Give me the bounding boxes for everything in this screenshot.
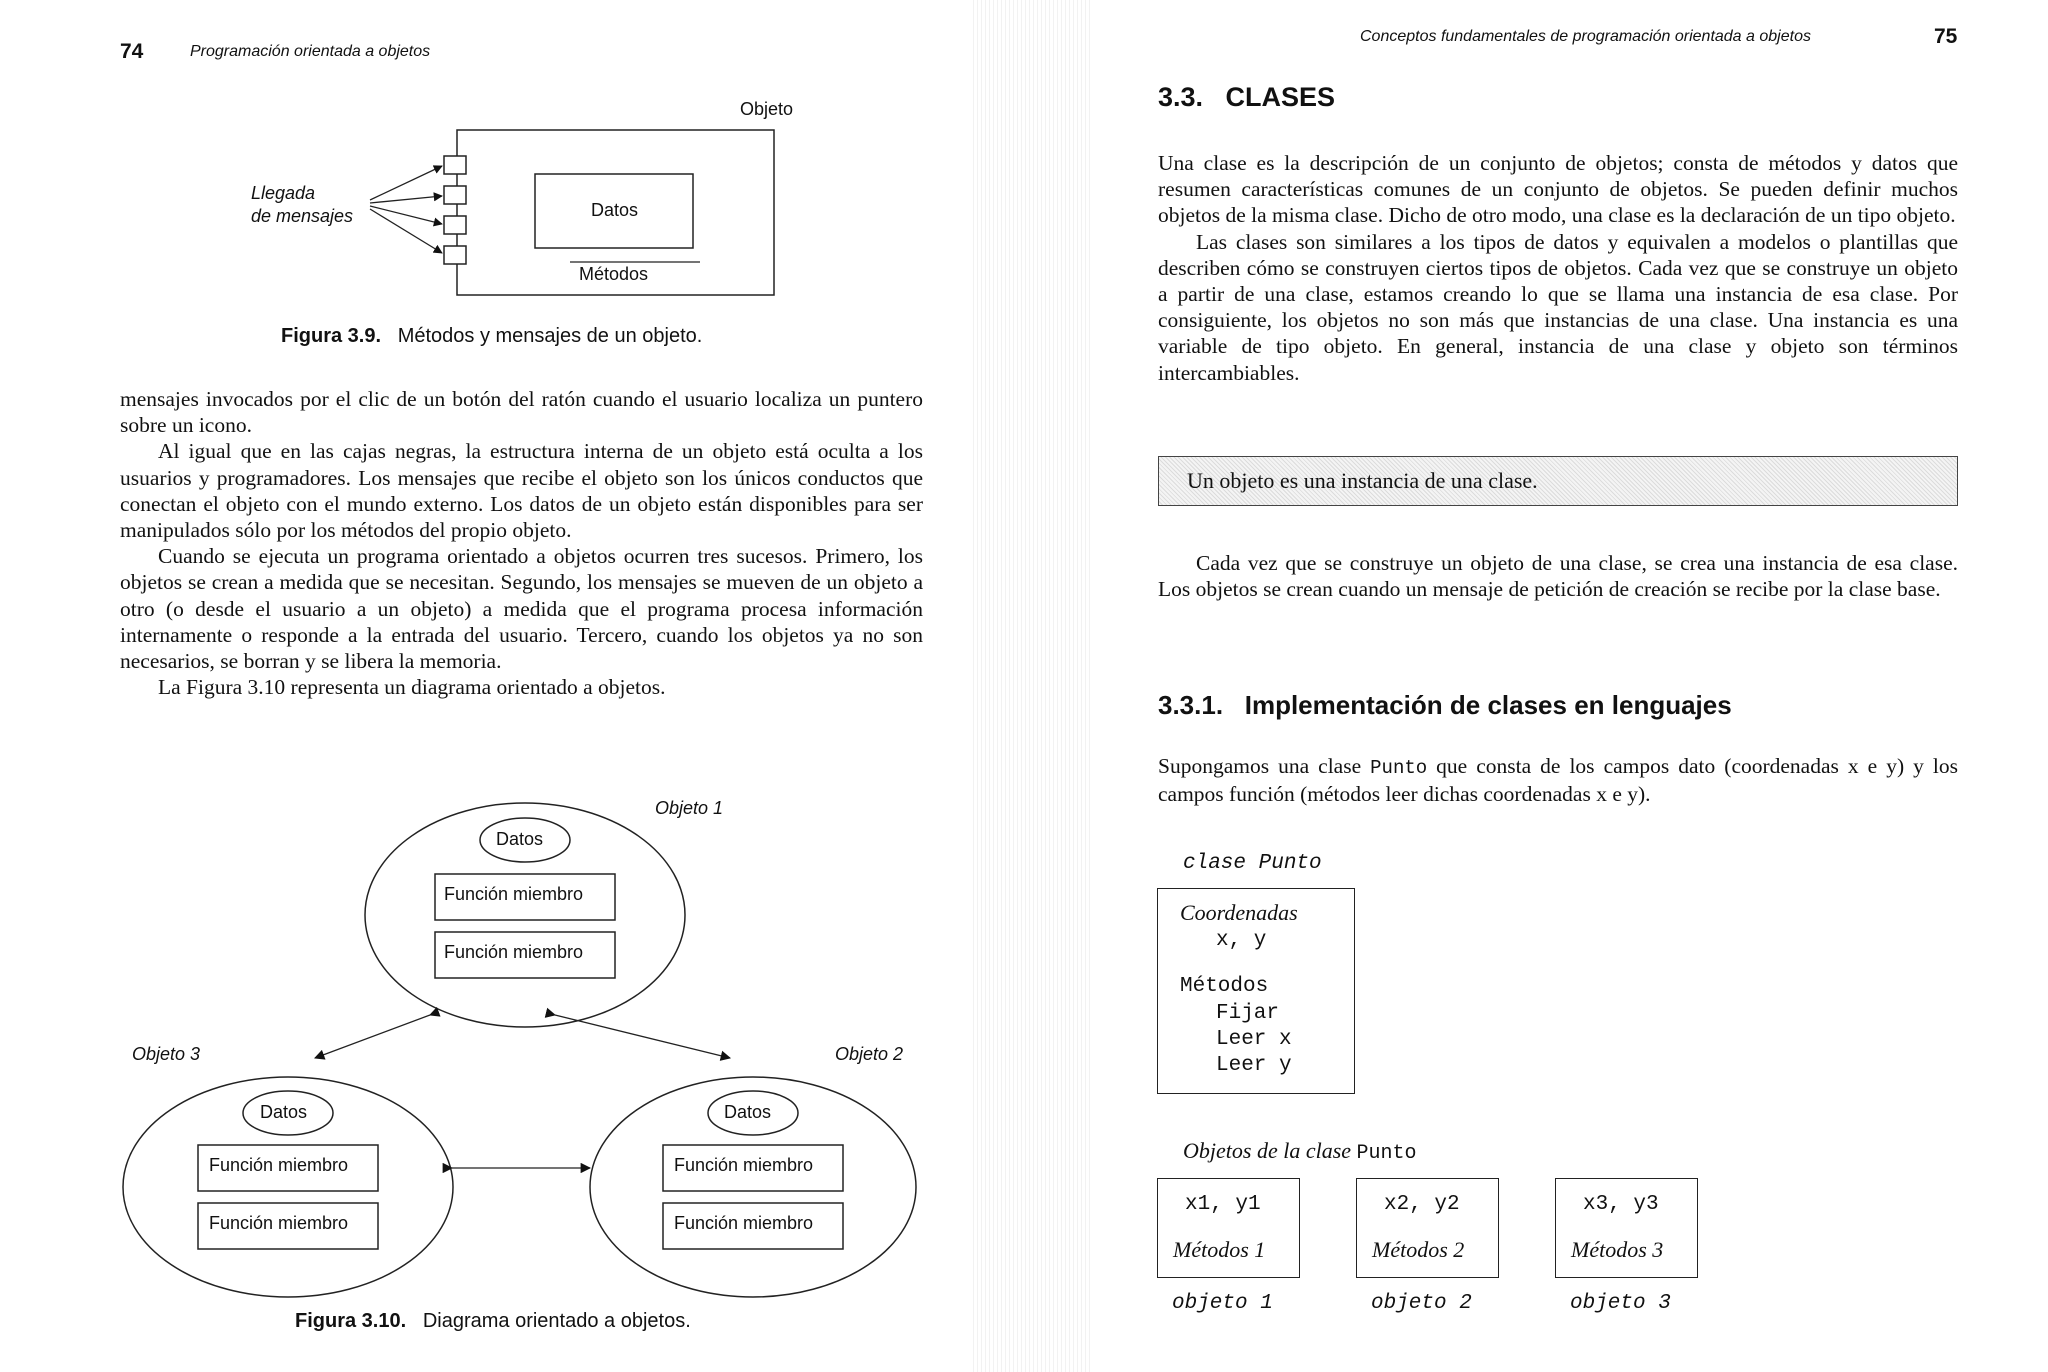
figure-3-10-caption-number: Figura 3.10. xyxy=(295,1310,407,1332)
subsection-paragraph-end: que consta de los campos dato (coordenadas x e y) y los campos función (métodos leer dichas coordenadas x e y). xyxy=(1158,754,1958,807)
message-port-1 xyxy=(444,156,466,174)
left-body-text xyxy=(120,386,923,700)
page-gutter xyxy=(970,0,1090,1372)
objects-caption xyxy=(1183,1138,1417,1165)
right-paragraph-1: Una clase es la descripción de un conjunto de objetos; consta de métodos y datos que resumen características comunes de un conjunto de objetos. Se pueden definir muchos objetos de la misma clase. Dicho de otro modo, una clase es la declaración de un tipo objeto. xyxy=(1158,151,1958,228)
right-page-number: 75 xyxy=(1934,25,1958,48)
figure-3-10-object2-data: Datos xyxy=(724,1102,772,1122)
right-body-text-2 xyxy=(1158,550,1958,602)
figure-3-10-object2-function-2: Función miembro xyxy=(674,1213,814,1233)
object-2-methods: Métodos 2 xyxy=(1372,1237,1465,1262)
left-paragraph-3: Cuando se ejecuta un programa orientado a objetos ocurren tres sucesos. Primero, los objetos se crean a medida que se necesitan. Segundo, los mensajes se mueven de un objeto a otro (o desde el usuario a un objeto) a medida que el programa procesa información internamente o responde a la entrada del usuario. Tercero, cuando los objetos ya no son necesarios, se borran y se libera la memoria. xyxy=(120,544,923,674)
objects-caption-code: Punto xyxy=(1356,1142,1417,1165)
subsection-paragraph xyxy=(1158,753,1958,807)
callout-box xyxy=(1158,456,1958,506)
class-coords-values: x, y xyxy=(1216,929,1267,952)
class-methods-label: Métodos xyxy=(1180,975,1269,998)
figure-3-10-object3-data: Datos xyxy=(260,1102,308,1122)
figure-3-9-methods-label: Métodos xyxy=(579,264,649,284)
left-paragraph-4: La Figura 3.10 representa un diagrama orientado a objetos. xyxy=(158,675,666,700)
class-method-item: Leer y xyxy=(1216,1054,1292,1077)
message-arrow-2 xyxy=(370,196,442,203)
class-method-item: Fijar xyxy=(1216,1002,1280,1025)
left-running-head: Programación orientada a objetos xyxy=(190,43,431,60)
object-3-methods: Métodos 3 xyxy=(1571,1237,1664,1262)
message-port-3 xyxy=(444,216,466,234)
object-2-name: objeto 2 xyxy=(1371,1292,1472,1315)
figure-3-10-object2-label: Objeto 2 xyxy=(835,1044,904,1064)
message-port-2 xyxy=(444,186,466,204)
right-body-text xyxy=(1158,150,1958,386)
figure-3-9-data-label: Datos xyxy=(591,200,639,220)
figure-3-9-caption-number: Figura 3.9. xyxy=(281,325,382,347)
object-3-name: objeto 3 xyxy=(1570,1292,1671,1315)
message-arrow-1 xyxy=(370,166,442,200)
figure-3-10-object3-function-1: Función miembro xyxy=(209,1155,349,1175)
subsection-paragraph-start: Supongamos una clase xyxy=(1158,754,1371,778)
figure-3-9-arrivals-line2: de mensajes xyxy=(251,206,354,226)
section-heading: 3.3. CLASES xyxy=(1158,82,1336,112)
class-label: clase Punto xyxy=(1183,852,1322,875)
subsection-heading: 3.3.1. Implementación de clases en lenguajes xyxy=(1158,690,1732,720)
figure-3-10-object1-function-2: Función miembro xyxy=(444,942,584,962)
figure-3-10-object1-data: Datos xyxy=(496,829,544,849)
callout-text: Un objeto es una instancia de una clase. xyxy=(1187,468,1538,493)
class-coords-label: Coordenadas xyxy=(1180,900,1298,925)
figure-3-10-object2-function-1: Función miembro xyxy=(674,1155,814,1175)
arrow-object1-object2 xyxy=(555,1015,730,1058)
left-paragraph-2: Al igual que en las cajas negras, la estructura interna de un objeto está oculta a los usuarios y programadores. Los mensajes que recibe el objeto son los únicos conductos que conectan el objeto con el mundo externo. Los datos de un objeto están disponibles para ser manipulados sólo por los métodos del propio objeto. xyxy=(120,439,923,543)
figure-3-10-object1-function-1: Función miembro xyxy=(444,884,584,904)
figure-3-9-arrivals-line1: Llegada xyxy=(251,183,316,203)
objects-caption-text: Objetos de la clase xyxy=(1183,1138,1357,1163)
right-paragraph-3: Cada vez que se construye un objeto de una clase, se crea una instancia de esa clase. Los objetos se crean cuando un mensaje de petición de creación se recibe por la clase base. xyxy=(1158,551,1958,602)
left-page-number: 74 xyxy=(120,40,144,63)
figure-3-10-caption-text: Diagrama orientado a objetos. xyxy=(422,1310,691,1332)
object-1-methods: Métodos 1 xyxy=(1173,1237,1266,1262)
object-3-coords: x3, y3 xyxy=(1583,1193,1659,1216)
figure-3-9-object-label: Objeto xyxy=(740,99,794,119)
figure-3-10-caption xyxy=(295,1310,691,1333)
object-1-name: objeto 1 xyxy=(1172,1292,1273,1315)
right-paragraph-2: Las clases son similares a los tipos de datos y equivalen a modelos o plantillas que describen cómo se construyen ciertos tipos de objetos. Cada vez que se construye un objeto a partir de una clase, estamos creando lo que se llama una instancia de esa clase. Por consiguiente, los objetos no son más que instancias de una clase. Una instancia es una variable de tipo objeto. En general, instancia de una clase y objeto son términos intercambiables. xyxy=(1158,229,1958,385)
class-method-item: Leer x xyxy=(1216,1028,1292,1051)
subsection-paragraph-text xyxy=(1158,753,1958,807)
message-port-4 xyxy=(444,246,466,264)
figure-3-9-caption xyxy=(281,325,702,348)
subsection-code-punto: Punto xyxy=(1370,757,1428,779)
arrow-object1-object3 xyxy=(315,1015,430,1058)
object-1-coords: x1, y1 xyxy=(1185,1193,1261,1216)
figure-3-10-object3-label: Objeto 3 xyxy=(132,1044,201,1064)
figure-3-9-diagram xyxy=(240,90,820,310)
object-2-coords: x2, y2 xyxy=(1384,1193,1460,1216)
figure-3-10-object3-function-2: Función miembro xyxy=(209,1213,349,1233)
figure-3-9-caption-text: Métodos y mensajes de un objeto. xyxy=(397,325,703,347)
left-paragraph-1: mensajes invocados por el clic de un botón del ratón cuando el usuario localiza un puntero sobre un icono. xyxy=(120,387,923,438)
right-running-head: Conceptos fundamentales de programación orientada a objetos xyxy=(1360,28,1811,45)
figure-3-10-object1-label: Objeto 1 xyxy=(655,798,724,818)
